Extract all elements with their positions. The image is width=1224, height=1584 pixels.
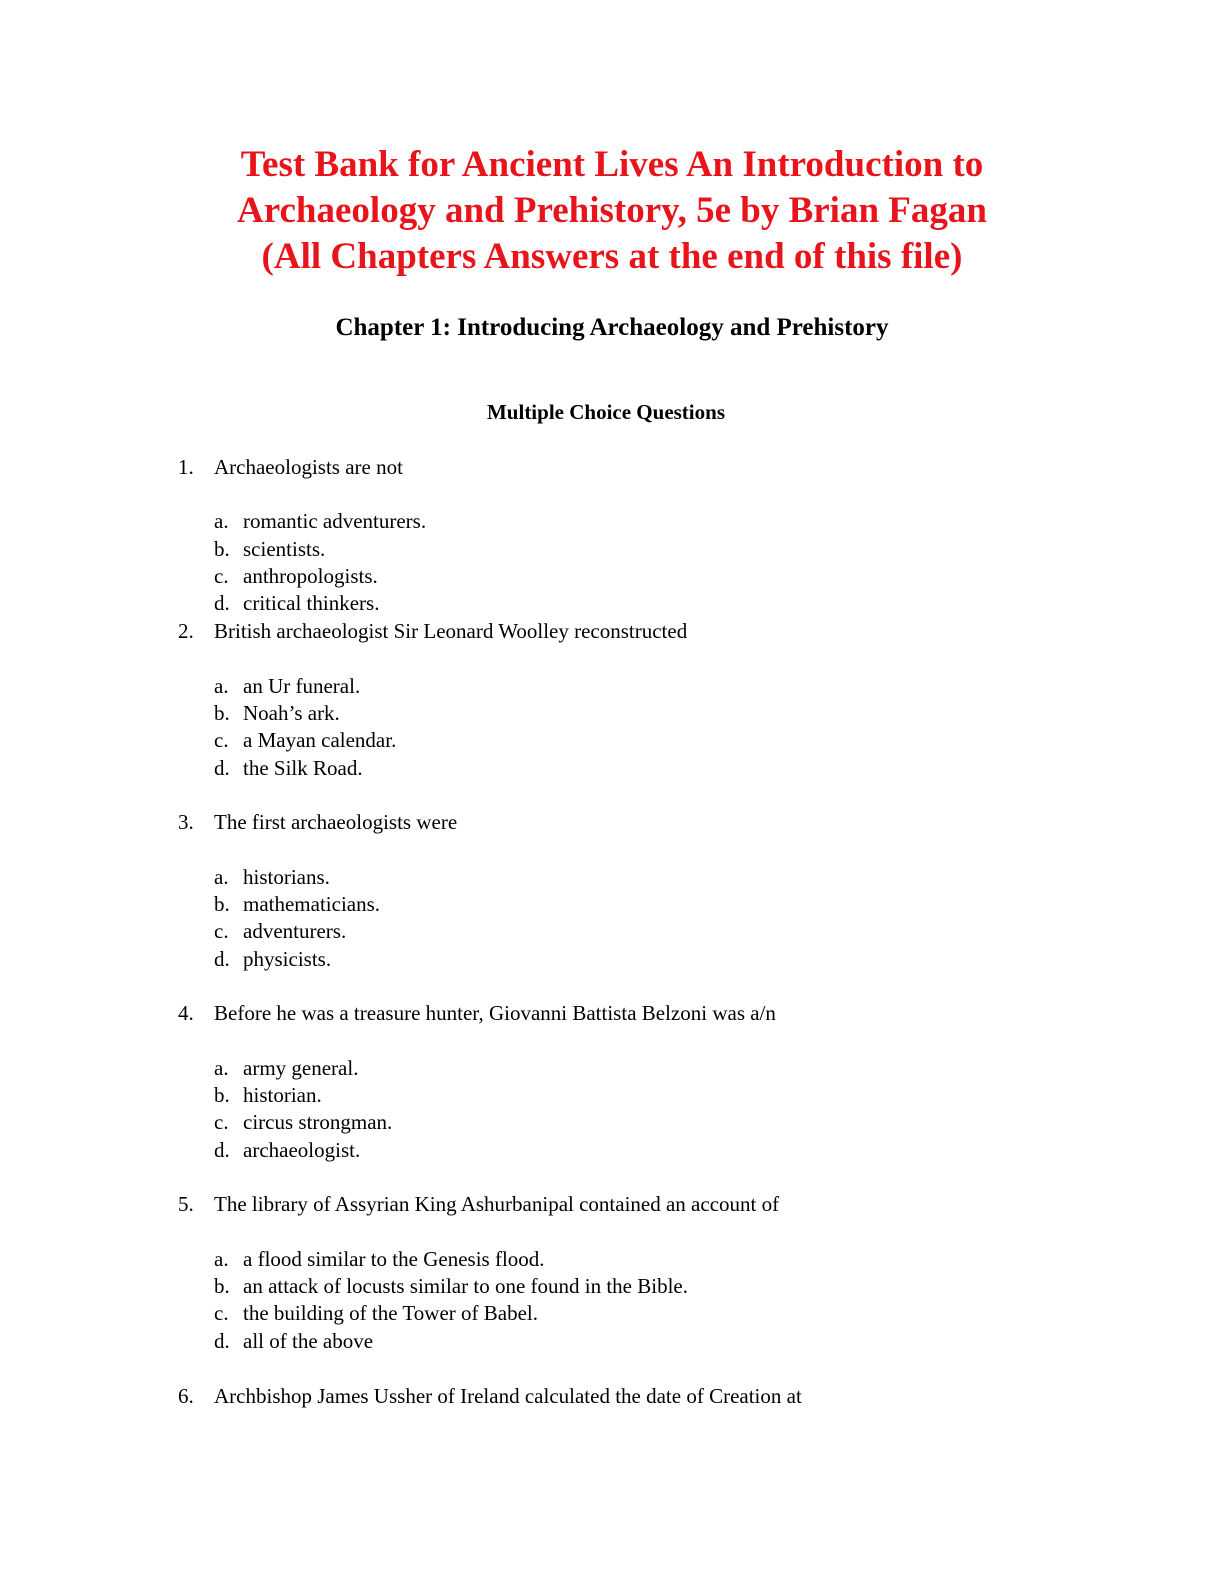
section-heading: Multiple Choice Questions — [486, 400, 725, 424]
option-text: scientists. — [243, 537, 326, 561]
question-text: Archaeologists are not — [214, 455, 403, 479]
option-text: mathematicians. — [243, 892, 381, 916]
option-text: an attack of locusts similar to one found in the Bible. — [243, 1274, 688, 1298]
question-number: 2. — [178, 619, 194, 643]
question-number: 6. — [178, 1384, 194, 1408]
question-number: 3. — [178, 810, 194, 834]
option-letter: b. — [214, 537, 230, 561]
option-text: all of the above — [243, 1329, 374, 1353]
question-number: 5. — [178, 1192, 194, 1216]
document-title — [0, 142, 1224, 280]
option-letter: a. — [214, 1056, 229, 1080]
option-text: an Ur funeral. — [243, 674, 361, 698]
option-text: army general. — [243, 1056, 359, 1080]
option-letter: a. — [214, 509, 229, 533]
question-number: 4. — [178, 1001, 194, 1025]
option-letter: c. — [214, 564, 229, 588]
option-letter: b. — [214, 892, 230, 916]
option-letter: a. — [214, 674, 229, 698]
question-number: 1. — [178, 455, 194, 479]
option-text: romantic adventurers. — [243, 509, 427, 533]
option-text: physicists. — [243, 947, 332, 971]
option-text: the Silk Road. — [243, 756, 363, 780]
option-text: the building of the Tower of Babel. — [243, 1301, 538, 1325]
question-text: The library of Assyrian King Ashurbanipal contained an account of — [214, 1192, 780, 1216]
title-line: (All Chapters Answers at the end of this file) — [261, 236, 963, 277]
option-text: a flood similar to the Genesis flood. — [243, 1247, 545, 1271]
option-letter: d. — [214, 1329, 230, 1353]
option-letter: b. — [214, 1083, 230, 1107]
option-text: critical thinkers. — [243, 591, 380, 615]
option-text: Noah’s ark. — [243, 701, 340, 725]
title-line: Test Bank for Ancient Lives An Introduction to — [240, 144, 984, 185]
option-letter: c. — [214, 728, 229, 752]
chapter-heading: Chapter 1: Introducing Archaeology and Prehistory — [335, 314, 889, 341]
option-letter: c. — [214, 1110, 229, 1134]
option-text: archaeologist. — [243, 1138, 361, 1162]
question-text: Archbishop James Ussher of Ireland calculated the date of Creation at — [214, 1384, 802, 1408]
option-text: a Mayan calendar. — [243, 728, 397, 752]
option-letter: b. — [214, 701, 230, 725]
title-line: Archaeology and Prehistory, 5e by Brian Fagan — [237, 190, 987, 231]
option-letter: c. — [214, 919, 229, 943]
option-text: historians. — [243, 865, 330, 889]
option-letter: d. — [214, 591, 230, 615]
option-letter: d. — [214, 1138, 230, 1162]
option-letter: a. — [214, 865, 229, 889]
option-text: historian. — [243, 1083, 322, 1107]
option-letter: c. — [214, 1301, 229, 1325]
option-text: adventurers. — [243, 919, 347, 943]
option-letter: d. — [214, 947, 230, 971]
question-text: Before he was a treasure hunter, Giovanni Battista Belzoni was a/n — [214, 1001, 776, 1025]
option-letter: d. — [214, 756, 230, 780]
option-text: circus strongman. — [243, 1110, 393, 1134]
question-text: British archaeologist Sir Leonard Woolley reconstructed — [214, 619, 688, 643]
option-text: anthropologists. — [243, 564, 378, 588]
option-letter: a. — [214, 1247, 229, 1271]
question-text: The first archaeologists were — [214, 810, 458, 834]
option-letter: b. — [214, 1274, 230, 1298]
